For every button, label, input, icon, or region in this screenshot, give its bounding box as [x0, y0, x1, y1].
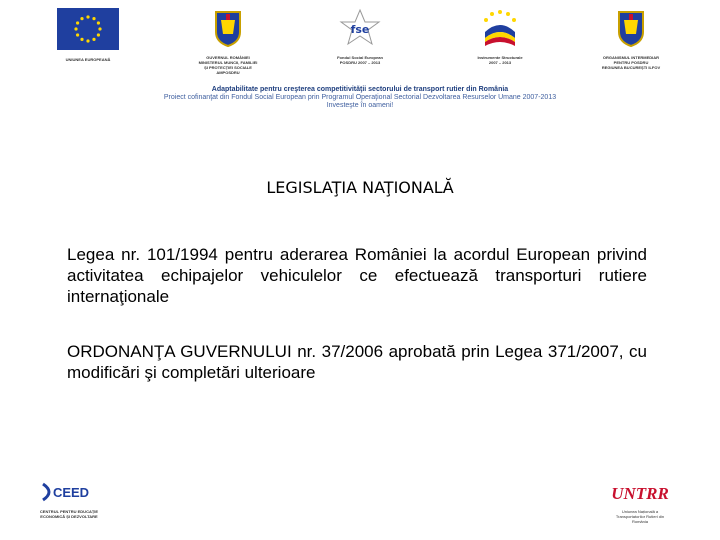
untrr-icon: [608, 480, 672, 504]
project-motto: Investeşte în oameni!: [326, 102, 394, 109]
eu-caption: UNIUNEA EUROPEANĂ: [65, 57, 111, 62]
structural-instruments-icon: [477, 8, 523, 48]
page-title: LEGISLAŢIA NAŢIONALĂ: [266, 178, 454, 197]
legislation-item: Legea nr. 101/1994 pentru aderarea României la acordul European privind activitatea echipajelor vehiculelor ce efectuează transporturi rutiere internaţionale: [67, 245, 647, 306]
ceed-icon: [41, 480, 97, 504]
untrr-logo: [605, 480, 675, 524]
government-caption: GUVERNUL ROMÂNIEI MINISTERUL MUNCII, FAMILIEI ȘI PROTECȚIEI SOCIALE AMPOSDRU: [198, 55, 258, 75]
header-logos: [0, 0, 720, 80]
eu-flag-icon: [57, 8, 119, 50]
government-logo: [196, 8, 260, 75]
fse-logo: [330, 8, 390, 65]
ceed-logo: [38, 480, 100, 519]
ceed-caption: CENTRUL PENTRU EDUCAȚIE ECONOMICĂ ȘI DEZVOLTARE: [39, 509, 99, 519]
structural-instruments-caption: Instrumente Structurale 2007 – 2013: [477, 55, 523, 65]
ceed-mark: CEED: [52, 485, 90, 500]
coat-of-arms-icon: [213, 8, 243, 48]
coat-of-arms-icon: [616, 8, 646, 48]
fse-mark: fse: [350, 23, 370, 36]
project-title: Adaptabilitate pentru creşterea competitivităţii sectorului de transport rutier din România: [211, 86, 509, 93]
structural-instruments-logo: [470, 8, 530, 65]
untrr-caption: Uniunea Națională a Transportatorilor Rutieri din România: [615, 509, 665, 524]
untrr-mark: UNTRR: [611, 484, 669, 503]
fse-caption: Fondul Social European POSDRU 2007 – 2013: [337, 55, 383, 65]
intermediate-body-caption: ORGANISMUL INTERMEDIAR PENTRU POSDRU REGIUNEA BUCUREȘTI ILFOV: [601, 55, 661, 70]
project-subtitle: Proiect cofinanţat din Fondul Social European prin Programul Operaţional Sectorial Dezvoltarea Resurselor Umane 2007-2013: [163, 94, 557, 101]
fse-star-icon: [335, 8, 385, 48]
legislation-item: ORDONANŢA GUVERNULUI nr. 37/2006 aprobată prin Legea 371/2007, cu modificări şi completări ulterioare: [67, 342, 647, 382]
eu-logo: [56, 8, 120, 62]
intermediate-body-logo: [596, 8, 666, 70]
